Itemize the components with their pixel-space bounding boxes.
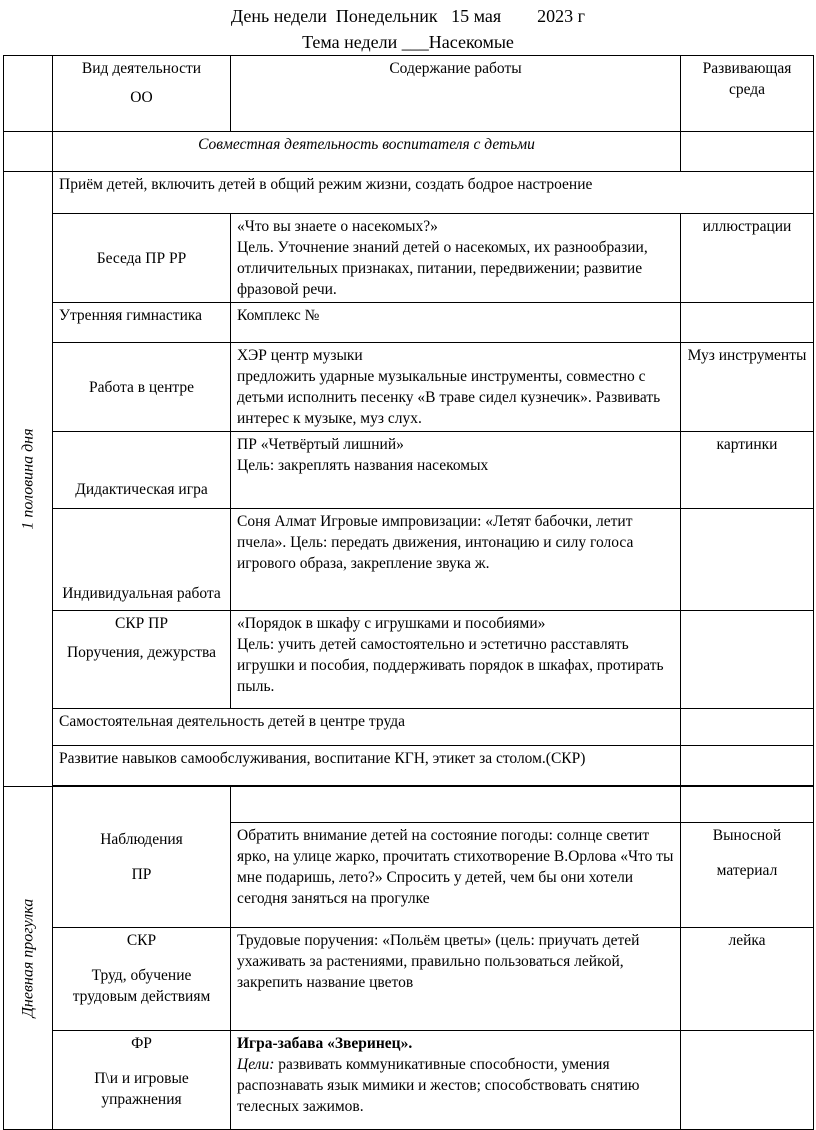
games-goal-text: развивать коммуникативные способности, умения распознавать язык мимики и жестов; способствовать снятию телесных зажимов. <box>237 1056 640 1115</box>
center-activity: Работа в центре <box>53 343 231 432</box>
observation-activity-code: ПР <box>131 866 152 883</box>
labor-activity <box>53 928 231 1031</box>
games-activity-code: ФР <box>131 1035 152 1052</box>
walk-spacer-row <box>4 787 814 823</box>
didactic-activity: Дидактическая игра <box>53 432 231 509</box>
individual-content: Соня Алмат Игровые импровизации: «Летят бабочки, летит пчела». Цель: передать движения, интонацию и силу голоса игрового образа, закрепление звука ж. <box>231 509 681 611</box>
observation-env-line2: материал <box>716 862 778 879</box>
games-activity-name: П\и и игровые упражнения <box>94 1070 189 1108</box>
didactic-content: ПР «Четвёртый лишний» Цель: закреплять названия насекомых <box>231 432 681 509</box>
section-morning-label: 1 половина дня <box>19 428 37 530</box>
env-header: Развивающая среда <box>681 56 814 132</box>
plan-table <box>3 55 814 1130</box>
gym-activity: Утренняя гимнастика <box>53 303 231 343</box>
independent-text: Самостоятельная деятельность детей в центре труда <box>53 709 681 746</box>
observation-content: Обратить внимание детей на состояние погоды: солнце светит ярко, на улице жарко, прочитать стихотворение В.Орлова «Что ты мне подаришь, лето?» Спросить у детей, чем бы они хотели сегодня заняться на прогулке <box>231 823 681 928</box>
center-content: ХЭР центр музыки предложить ударные музыкальные инструменты, совместно с детьми исполнить песенку «В траве сидел кузнечик». Развивать интерес к музыке, муз слух. <box>231 343 681 432</box>
table-row-labor <box>4 928 814 1031</box>
table-row-didactic <box>4 432 814 509</box>
table-header-row <box>4 56 814 132</box>
talk-content: «Что вы знаете о насекомых?» Цель. Уточнение знаний детей о насекомых, их разнообразии, отличительных признаках, питании, передвижении; развитие фразовой речи. <box>231 214 681 303</box>
corner-cell <box>4 56 53 132</box>
activity-header <box>53 56 231 132</box>
duties-activity-name: Поручения, дежурства <box>66 644 216 661</box>
table-row-talk <box>4 214 814 303</box>
labor-env: лейка <box>681 928 814 1031</box>
joint-activity-row <box>4 132 814 172</box>
reception-row <box>4 172 814 214</box>
labor-activity-code: СКР <box>126 932 157 949</box>
table-row-selfcare <box>4 746 814 786</box>
observation-env <box>681 823 814 928</box>
activity-header-label: Вид деятельности <box>81 60 202 77</box>
labor-content: Трудовые поручения: «Польём цветы» (цель: приучать детей ухаживать за растениями, правильно пользоваться лейкой, закрепить название цветов <box>231 928 681 1031</box>
games-activity <box>53 1031 231 1130</box>
reception-text: Приём детей, включить детей в общий режим жизни, создать бодрое настроение <box>53 172 814 214</box>
joint-activity-title: Совместная деятельность воспитателя с детьми <box>53 132 681 172</box>
table-row-duties <box>4 611 814 709</box>
duties-content: «Порядок в шкафу с игрушками и пособиями» Цель: учить детей самостоятельно и эстетично расставлять игрушки и пособия, поддерживать порядок в шкафах, протирать пыль. <box>231 611 681 709</box>
section-morning <box>4 172 53 787</box>
duties-activity-code: СКР ПР <box>115 615 168 632</box>
duties-activity <box>53 611 231 709</box>
games-title: Игра-забава «Зверинец». <box>237 1035 413 1052</box>
activity-header-sub: ОО <box>130 89 153 106</box>
table-row-gym <box>4 303 814 343</box>
talk-env: иллюстрации <box>681 214 814 303</box>
content-header: Содержание работы <box>231 56 681 132</box>
observation-env-line1: Выносной <box>712 827 782 844</box>
observation-activity <box>53 787 231 928</box>
games-goal-label: Цели: <box>237 1056 275 1073</box>
games-content <box>231 1031 681 1130</box>
section-walk-label: Дневная прогулка <box>19 898 37 1018</box>
gym-content: Комплекс № <box>231 303 681 343</box>
table-row-independent <box>4 709 814 746</box>
section-walk <box>4 787 53 1130</box>
header-theme-line: Тема недели ___Насекомые <box>302 32 514 52</box>
individual-activity: Индивидуальная работа <box>53 509 231 611</box>
table-row-center <box>4 343 814 432</box>
center-env: Муз инструменты <box>681 343 814 432</box>
table-row-games <box>4 1031 814 1130</box>
labor-activity-name: Труд, обучение трудовым действиям <box>72 967 211 1005</box>
talk-activity: Беседа ПР РР <box>53 214 231 303</box>
games-goal <box>237 1054 674 1117</box>
observation-activity-name: Наблюдения <box>100 831 183 848</box>
didactic-env: картинки <box>681 432 814 509</box>
table-row-individual <box>4 509 814 611</box>
header-day-line: День недели Понедельник 15 мая 2023 г <box>230 6 586 26</box>
selfcare-text: Развитие навыков самообслуживания, воспитание КГН, этикет за столом.(СКР) <box>53 746 681 786</box>
